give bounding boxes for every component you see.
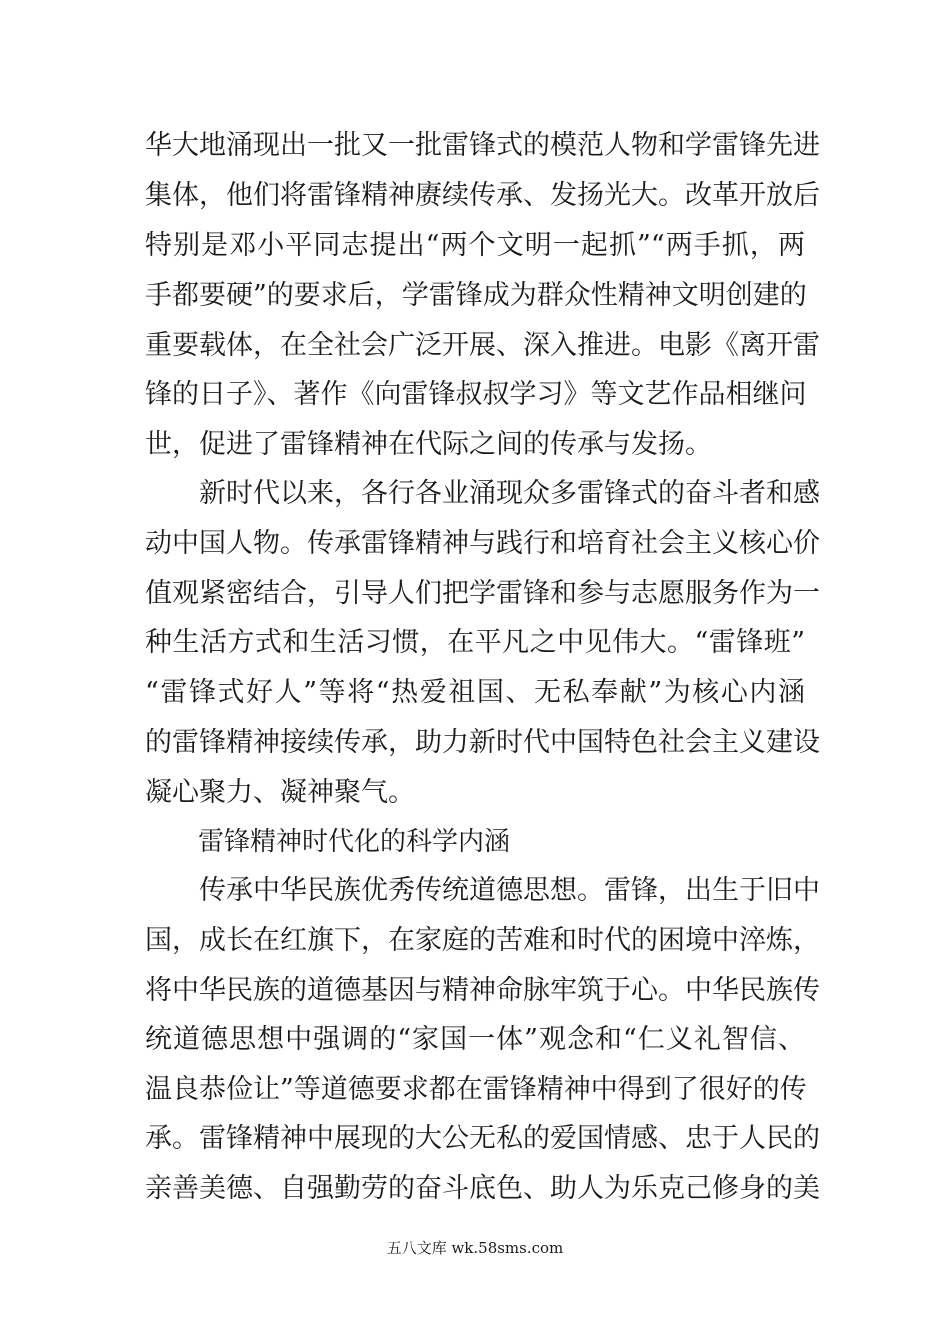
text-line: 特别是邓小平同志提出“两个文明一起抓”“两手抓，两	[145, 230, 805, 261]
text-line: 凝心聚力、凝神聚气。	[145, 777, 415, 808]
text-line: 动中国人物。传承雷锋精神与践行和培育社会主义核心价	[145, 528, 820, 559]
section-heading: 雷锋精神时代化的科学内涵	[198, 827, 511, 857]
text-line: 温良恭俭让”等道德要求都在雷锋精神中得到了很好的传	[145, 1074, 807, 1105]
text-line: 的雷锋精神接续传承，助力新时代中国特色社会主义建设	[145, 727, 820, 758]
text-line: 华大地涌现出一批又一批雷锋式的模范人物和学雷锋先进	[145, 130, 820, 161]
text-line: 种生活方式和生活习惯，在平凡之中见伟大。“雷锋班”	[145, 627, 805, 658]
text-line: 承。雷锋精神中展现的大公无私的爱国情感、忠于人民的	[145, 1123, 820, 1154]
text-line: “雷锋式好人”等将“热爱祖国、无私奉献”为核心内涵	[145, 677, 805, 708]
text-line: 重要载体，在全社会广泛开展、深入推进。电影《离开雷	[145, 330, 820, 361]
text-line: 锋的日子》、著作《向雷锋叔叔学习》等文艺作品相继问	[145, 379, 807, 410]
text-line: 将中华民族的道德基因与精神命脉牢筑于心。中华民族传	[145, 975, 820, 1006]
text-line: 统道德思想中强调的“家国一体”观念和“仁义礼智信、	[145, 1024, 805, 1055]
text-line: 值观紧密结合，引导人们把学雷锋和参与志愿服务作为一	[145, 578, 820, 609]
text-line: 国，成长在红旗下，在家庭的苦难和时代的困境中淬炼，	[145, 925, 820, 956]
text-line: 世，促进了雷锋精神在代际之间的传承与发扬。	[145, 429, 712, 460]
text-line: 亲善美德、自强勤劳的奋斗底色、助人为乐克己修身的美	[145, 1173, 820, 1204]
footer-watermark-text: 五八文库 wk.58sms.com	[386, 1239, 564, 1257]
text-line: 手都要硬”的要求后，学雷锋成为群众性精神文明创建的	[145, 280, 807, 311]
paragraph-first-line: 新时代以来，各行各业涌现众多雷锋式的奋斗者和感	[145, 478, 820, 509]
paragraph-first-line: 传承中华民族优秀传统道德思想。雷锋，出生于旧中	[145, 875, 820, 906]
text-line: 集体，他们将雷锋精神赓续传承、发扬光大。改革开放后	[145, 180, 820, 211]
